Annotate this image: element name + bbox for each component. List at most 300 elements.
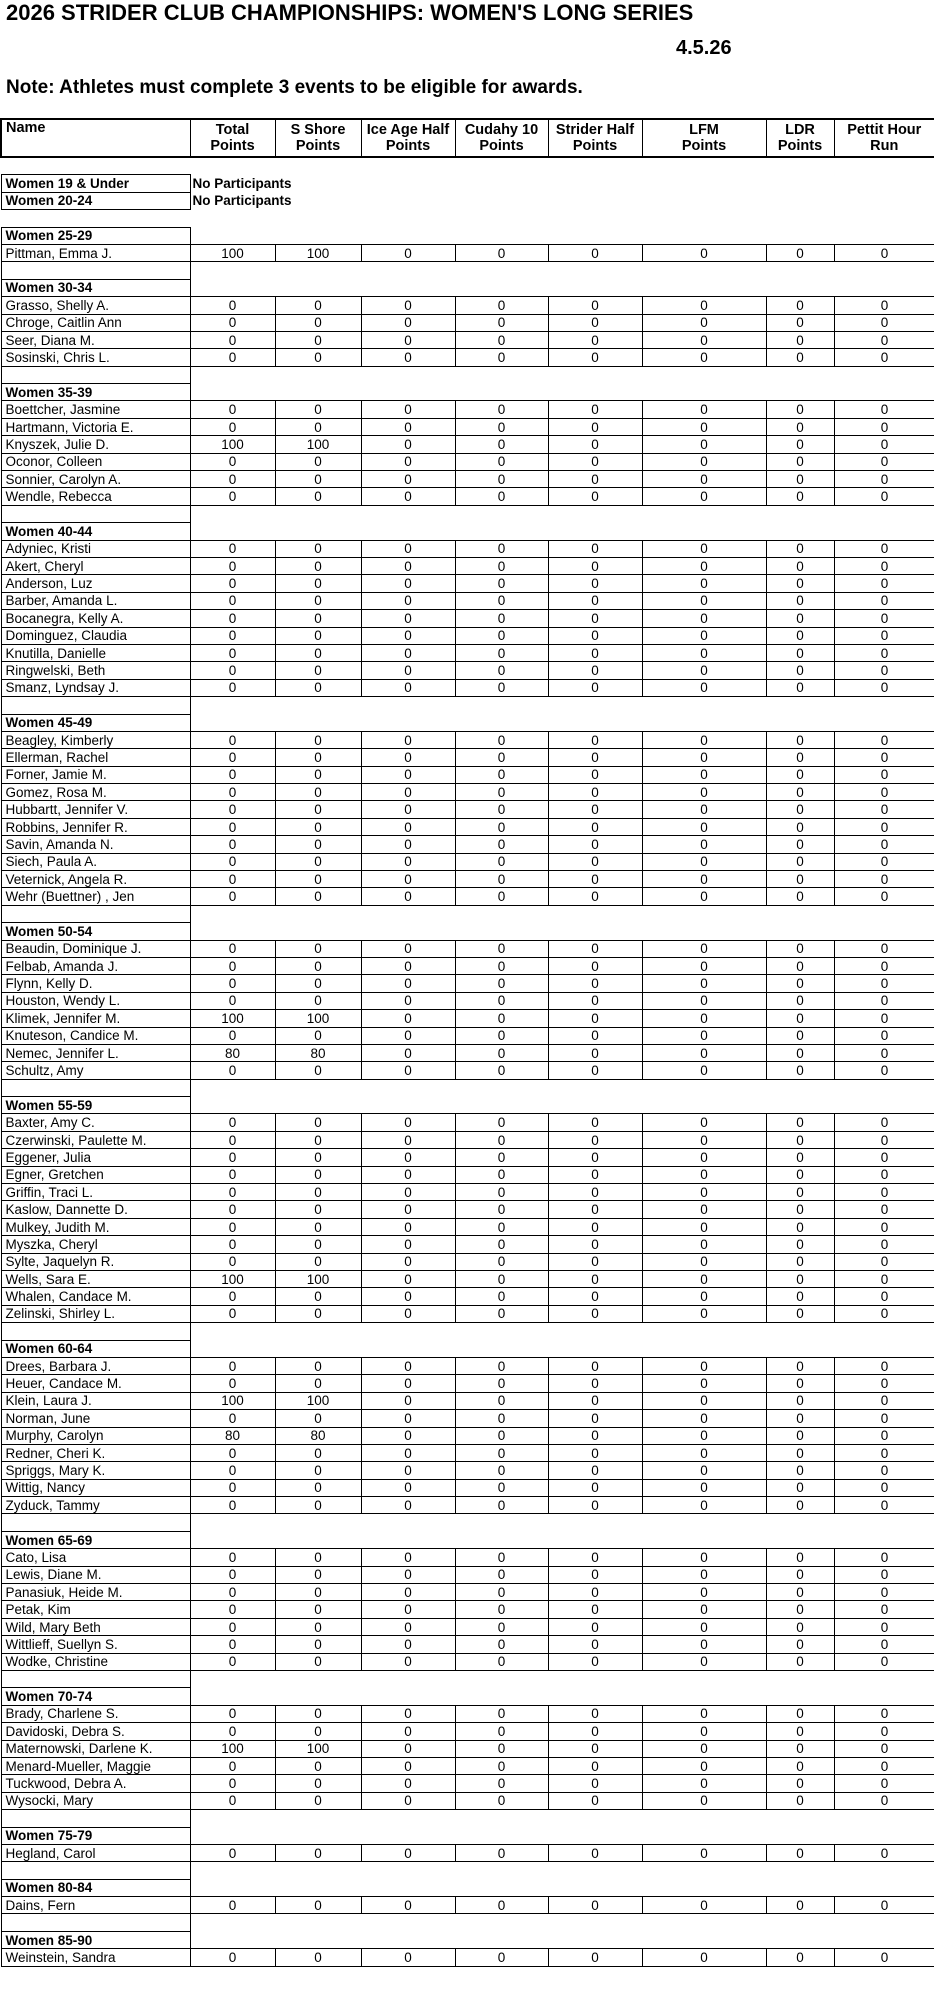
points-cell: 0 bbox=[190, 331, 275, 348]
points-cell: 0 bbox=[455, 1549, 548, 1566]
points-cell: 0 bbox=[766, 1723, 834, 1740]
points-cell: 0 bbox=[766, 297, 834, 314]
athlete-row bbox=[1, 1149, 934, 1166]
points-cell: 0 bbox=[190, 1844, 275, 1861]
points-cell: 0 bbox=[548, 1253, 642, 1270]
age-group-header-row bbox=[1, 227, 934, 244]
points-cell: 0 bbox=[766, 1375, 834, 1392]
points-cell: 0 bbox=[361, 1236, 455, 1253]
points-cell: 0 bbox=[190, 1305, 275, 1322]
points-cell: 0 bbox=[766, 1601, 834, 1618]
points-cell: 0 bbox=[766, 1010, 834, 1027]
age-group-header-row bbox=[1, 384, 934, 401]
points-cell: 0 bbox=[642, 1897, 766, 1914]
athlete-row bbox=[1, 1044, 934, 1061]
points-cell: 0 bbox=[275, 1131, 361, 1148]
points-cell: 0 bbox=[361, 1949, 455, 1966]
points-cell: 0 bbox=[548, 1723, 642, 1740]
points-cell: 0 bbox=[361, 1271, 455, 1288]
points-cell: 0 bbox=[834, 297, 934, 314]
points-cell: 0 bbox=[275, 1566, 361, 1583]
points-cell: 0 bbox=[642, 1444, 766, 1461]
athlete-name: Beagley, Kimberly bbox=[1, 731, 190, 748]
points-cell: 0 bbox=[275, 488, 361, 505]
points-cell: 0 bbox=[455, 871, 548, 888]
points-cell: 0 bbox=[834, 1201, 934, 1218]
points-cell: 0 bbox=[548, 297, 642, 314]
points-cell: 0 bbox=[642, 1410, 766, 1427]
points-cell: 0 bbox=[834, 1740, 934, 1757]
points-cell: 0 bbox=[548, 957, 642, 974]
points-cell: 0 bbox=[275, 1253, 361, 1270]
points-cell: 0 bbox=[190, 1653, 275, 1670]
points-cell: 0 bbox=[275, 1184, 361, 1201]
athlete-name: Forner, Jamie M. bbox=[1, 766, 190, 783]
points-cell: 0 bbox=[834, 331, 934, 348]
points-cell: 0 bbox=[834, 540, 934, 557]
points-cell: 0 bbox=[455, 1740, 548, 1757]
points-cell: 0 bbox=[455, 975, 548, 992]
points-cell: 0 bbox=[642, 853, 766, 870]
spacer-row bbox=[1, 366, 934, 383]
points-cell: 0 bbox=[275, 1218, 361, 1235]
points-cell: 0 bbox=[642, 1236, 766, 1253]
points-cell: 0 bbox=[642, 1149, 766, 1166]
points-cell: 0 bbox=[642, 1375, 766, 1392]
athlete-row bbox=[1, 453, 934, 470]
points-cell: 0 bbox=[834, 1288, 934, 1305]
points-cell: 0 bbox=[190, 1462, 275, 1479]
points-cell: 0 bbox=[455, 644, 548, 661]
points-cell: 0 bbox=[642, 1601, 766, 1618]
athlete-name: Petak, Kim bbox=[1, 1601, 190, 1618]
points-cell: 0 bbox=[190, 1757, 275, 1774]
athlete-row bbox=[1, 644, 934, 661]
points-cell: 0 bbox=[548, 1410, 642, 1427]
athlete-name: Felbab, Amanda J. bbox=[1, 957, 190, 974]
points-cell: 0 bbox=[834, 1601, 934, 1618]
points-cell: 0 bbox=[548, 488, 642, 505]
points-cell: 0 bbox=[275, 575, 361, 592]
athlete-row bbox=[1, 1201, 934, 1218]
points-cell: 0 bbox=[275, 1723, 361, 1740]
points-cell: 0 bbox=[834, 1566, 934, 1583]
points-cell: 0 bbox=[642, 1618, 766, 1635]
points-cell: 0 bbox=[275, 1305, 361, 1322]
athlete-name: Zyduck, Tammy bbox=[1, 1497, 190, 1514]
athlete-row bbox=[1, 1027, 934, 1044]
points-cell: 0 bbox=[834, 853, 934, 870]
spacer-row bbox=[1, 157, 934, 175]
points-cell: 0 bbox=[642, 1201, 766, 1218]
points-cell: 0 bbox=[834, 488, 934, 505]
points-cell: 0 bbox=[190, 1027, 275, 1044]
athlete-name: Lewis, Diane M. bbox=[1, 1566, 190, 1583]
column-header-line2: Points bbox=[385, 138, 431, 154]
points-cell: 0 bbox=[834, 557, 934, 574]
points-cell: 0 bbox=[361, 557, 455, 574]
age-group-label: Women 60-64 bbox=[1, 1340, 190, 1357]
points-cell: 0 bbox=[766, 1549, 834, 1566]
spacer-row bbox=[1, 210, 934, 227]
points-cell: 0 bbox=[190, 836, 275, 853]
points-cell: 0 bbox=[190, 992, 275, 1009]
spacer-row bbox=[1, 1323, 934, 1340]
points-cell: 0 bbox=[190, 627, 275, 644]
points-cell: 0 bbox=[361, 453, 455, 470]
athlete-name: Mulkey, Judith M. bbox=[1, 1218, 190, 1235]
athlete-row bbox=[1, 1062, 934, 1079]
points-cell: 0 bbox=[455, 1897, 548, 1914]
athlete-row bbox=[1, 1897, 934, 1914]
points-cell: 0 bbox=[766, 662, 834, 679]
points-cell: 0 bbox=[548, 749, 642, 766]
athlete-row bbox=[1, 1653, 934, 1670]
athlete-row bbox=[1, 1844, 934, 1861]
spacer-row bbox=[1, 1670, 934, 1687]
points-cell: 0 bbox=[275, 401, 361, 418]
athlete-row bbox=[1, 1010, 934, 1027]
points-cell: 0 bbox=[548, 1653, 642, 1670]
points-cell: 0 bbox=[766, 592, 834, 609]
points-cell: 0 bbox=[642, 1775, 766, 1792]
athlete-name: Egner, Gretchen bbox=[1, 1166, 190, 1183]
athlete-name: Seer, Diana M. bbox=[1, 331, 190, 348]
points-cell: 0 bbox=[548, 818, 642, 835]
points-cell: 0 bbox=[766, 1740, 834, 1757]
age-group-label: Women 30-34 bbox=[1, 279, 190, 296]
athlete-row bbox=[1, 1444, 934, 1461]
points-cell: 0 bbox=[190, 1062, 275, 1079]
points-cell: 0 bbox=[190, 1184, 275, 1201]
no-participants-label: No Participants bbox=[192, 176, 292, 192]
column-header-line1: Ice Age Half bbox=[366, 122, 450, 138]
points-cell: 0 bbox=[834, 731, 934, 748]
column-header-line1: S Shore bbox=[290, 122, 346, 138]
points-cell: 0 bbox=[548, 436, 642, 453]
points-cell: 0 bbox=[642, 801, 766, 818]
points-cell: 0 bbox=[642, 1949, 766, 1966]
points-cell: 0 bbox=[455, 749, 548, 766]
points-cell: 0 bbox=[275, 1114, 361, 1131]
points-cell: 0 bbox=[548, 349, 642, 366]
points-cell: 100 bbox=[275, 436, 361, 453]
points-cell: 0 bbox=[275, 1584, 361, 1601]
points-cell: 0 bbox=[548, 244, 642, 261]
athlete-row bbox=[1, 1949, 934, 1966]
points-cell: 0 bbox=[834, 975, 934, 992]
points-cell: 0 bbox=[834, 801, 934, 818]
points-cell: 0 bbox=[548, 1566, 642, 1583]
points-cell: 0 bbox=[275, 1792, 361, 1809]
points-cell: 0 bbox=[642, 1218, 766, 1235]
points-cell: 0 bbox=[766, 749, 834, 766]
athlete-row bbox=[1, 940, 934, 957]
points-cell: 0 bbox=[548, 784, 642, 801]
points-cell: 0 bbox=[766, 1114, 834, 1131]
empty-age-group-row bbox=[1, 192, 934, 209]
points-cell: 0 bbox=[190, 1636, 275, 1653]
athlete-row bbox=[1, 1549, 934, 1566]
points-cell: 0 bbox=[642, 627, 766, 644]
athlete-name: Wild, Mary Beth bbox=[1, 1618, 190, 1635]
column-header-line1: Total bbox=[215, 122, 250, 138]
points-cell: 0 bbox=[642, 1705, 766, 1722]
points-cell: 0 bbox=[766, 1844, 834, 1861]
athlete-name: Wehr (Buettner) , Jen bbox=[1, 888, 190, 905]
points-cell: 0 bbox=[766, 1618, 834, 1635]
points-cell: 0 bbox=[548, 1271, 642, 1288]
points-cell: 0 bbox=[361, 1844, 455, 1861]
athlete-row bbox=[1, 1271, 934, 1288]
athlete-name: Heuer, Candace M. bbox=[1, 1375, 190, 1392]
points-cell: 0 bbox=[361, 940, 455, 957]
points-cell: 0 bbox=[548, 1757, 642, 1774]
athlete-row bbox=[1, 1375, 934, 1392]
points-cell: 0 bbox=[275, 853, 361, 870]
points-cell: 0 bbox=[834, 1375, 934, 1392]
points-cell: 0 bbox=[361, 836, 455, 853]
age-group-label: Women 35-39 bbox=[1, 384, 190, 401]
points-cell: 0 bbox=[455, 1462, 548, 1479]
points-cell: 0 bbox=[361, 1027, 455, 1044]
age-group-label: Women 55-59 bbox=[1, 1097, 190, 1114]
column-header-line1: LFM bbox=[689, 122, 719, 138]
athlete-name: Grasso, Shelly A. bbox=[1, 297, 190, 314]
athlete-row bbox=[1, 1601, 934, 1618]
points-cell: 0 bbox=[642, 1844, 766, 1861]
points-cell: 0 bbox=[455, 1027, 548, 1044]
points-cell: 0 bbox=[642, 401, 766, 418]
points-cell: 0 bbox=[455, 853, 548, 870]
athlete-row bbox=[1, 557, 934, 574]
points-cell: 0 bbox=[834, 992, 934, 1009]
points-cell: 0 bbox=[642, 557, 766, 574]
points-cell: 0 bbox=[642, 1566, 766, 1583]
points-cell: 0 bbox=[190, 540, 275, 557]
athlete-name: Oconor, Colleen bbox=[1, 453, 190, 470]
points-cell: 0 bbox=[190, 401, 275, 418]
points-cell: 0 bbox=[361, 731, 455, 748]
points-cell: 0 bbox=[642, 1757, 766, 1774]
points-cell: 0 bbox=[361, 1636, 455, 1653]
column-header-line2: Points bbox=[210, 138, 255, 154]
points-cell: 0 bbox=[834, 1497, 934, 1514]
points-cell: 0 bbox=[455, 1427, 548, 1444]
points-cell: 0 bbox=[455, 1392, 548, 1409]
points-cell: 0 bbox=[455, 1479, 548, 1496]
points-cell: 0 bbox=[766, 1705, 834, 1722]
points-cell: 0 bbox=[834, 1114, 934, 1131]
age-group-label: Women 19 & Under bbox=[1, 175, 190, 192]
points-cell: 0 bbox=[548, 836, 642, 853]
points-cell: 0 bbox=[361, 1897, 455, 1914]
points-cell: 0 bbox=[361, 1149, 455, 1166]
points-cell: 0 bbox=[548, 888, 642, 905]
points-cell: 0 bbox=[548, 1775, 642, 1792]
points-cell: 0 bbox=[834, 1653, 934, 1670]
points-cell: 0 bbox=[766, 992, 834, 1009]
points-cell: 0 bbox=[642, 436, 766, 453]
points-cell: 0 bbox=[548, 1305, 642, 1322]
points-cell: 0 bbox=[766, 1149, 834, 1166]
points-cell: 0 bbox=[834, 1131, 934, 1148]
points-cell: 0 bbox=[190, 471, 275, 488]
points-cell: 0 bbox=[190, 1131, 275, 1148]
points-cell: 0 bbox=[548, 557, 642, 574]
points-cell: 0 bbox=[190, 766, 275, 783]
athlete-name: Beaudin, Dominique J. bbox=[1, 940, 190, 957]
points-cell: 0 bbox=[275, 453, 361, 470]
points-cell: 0 bbox=[548, 401, 642, 418]
points-cell: 0 bbox=[190, 644, 275, 661]
points-cell: 0 bbox=[361, 1114, 455, 1131]
points-cell: 0 bbox=[834, 1636, 934, 1653]
points-cell: 0 bbox=[361, 1166, 455, 1183]
points-cell: 0 bbox=[834, 1618, 934, 1635]
athlete-row bbox=[1, 1566, 934, 1583]
points-cell: 0 bbox=[455, 297, 548, 314]
athlete-name: Savin, Amanda N. bbox=[1, 836, 190, 853]
points-cell: 0 bbox=[455, 1166, 548, 1183]
points-cell: 0 bbox=[642, 1114, 766, 1131]
points-cell: 0 bbox=[548, 801, 642, 818]
points-cell: 0 bbox=[455, 575, 548, 592]
points-cell: 0 bbox=[275, 975, 361, 992]
points-cell: 0 bbox=[190, 418, 275, 435]
points-cell: 0 bbox=[361, 471, 455, 488]
athlete-name: Wells, Sara E. bbox=[1, 1271, 190, 1288]
points-cell: 0 bbox=[361, 1410, 455, 1427]
points-cell: 0 bbox=[361, 1305, 455, 1322]
report-date: 4.5.26 bbox=[676, 37, 732, 59]
athlete-row bbox=[1, 1479, 934, 1496]
age-group-label: Women 85-90 bbox=[1, 1931, 190, 1948]
points-cell: 0 bbox=[548, 1184, 642, 1201]
points-cell: 0 bbox=[834, 818, 934, 835]
points-cell: 0 bbox=[455, 1705, 548, 1722]
points-cell: 0 bbox=[361, 801, 455, 818]
points-cell: 0 bbox=[361, 627, 455, 644]
athlete-name: Wendle, Rebecca bbox=[1, 488, 190, 505]
points-cell: 0 bbox=[455, 1757, 548, 1774]
points-cell: 0 bbox=[548, 1549, 642, 1566]
points-cell: 0 bbox=[642, 1357, 766, 1374]
points-cell: 0 bbox=[455, 1044, 548, 1061]
points-cell: 0 bbox=[548, 1584, 642, 1601]
points-cell: 0 bbox=[275, 662, 361, 679]
athlete-row bbox=[1, 471, 934, 488]
points-cell: 0 bbox=[361, 784, 455, 801]
points-cell: 0 bbox=[834, 1444, 934, 1461]
points-cell: 0 bbox=[548, 1636, 642, 1653]
points-cell: 0 bbox=[455, 836, 548, 853]
points-cell: 0 bbox=[361, 297, 455, 314]
athlete-name: Robbins, Jennifer R. bbox=[1, 818, 190, 835]
athlete-name: Kaslow, Dannette D. bbox=[1, 1201, 190, 1218]
points-cell: 0 bbox=[275, 557, 361, 574]
points-cell: 0 bbox=[361, 1775, 455, 1792]
points-cell: 0 bbox=[190, 1149, 275, 1166]
athlete-name: Sylte, Jaquelyn R. bbox=[1, 1253, 190, 1270]
page-title: 2026 STRIDER CLUB CHAMPIONSHIPS: WOMEN'S LONG SERIES bbox=[6, 0, 694, 25]
points-cell: 0 bbox=[361, 1705, 455, 1722]
athlete-name: Wysocki, Mary bbox=[1, 1792, 190, 1809]
points-cell: 0 bbox=[642, 1044, 766, 1061]
points-cell: 0 bbox=[361, 749, 455, 766]
points-cell: 0 bbox=[361, 1584, 455, 1601]
points-cell: 0 bbox=[642, 1497, 766, 1514]
table-body bbox=[1, 157, 934, 1966]
points-cell: 0 bbox=[361, 314, 455, 331]
athlete-name: Baxter, Amy C. bbox=[1, 1114, 190, 1131]
points-cell: 100 bbox=[275, 1392, 361, 1409]
points-cell: 0 bbox=[834, 1462, 934, 1479]
points-cell: 0 bbox=[766, 1949, 834, 1966]
athlete-row bbox=[1, 1410, 934, 1427]
points-cell: 0 bbox=[190, 1410, 275, 1427]
points-cell: 0 bbox=[190, 349, 275, 366]
points-cell: 0 bbox=[275, 1357, 361, 1374]
athlete-name: Weinstein, Sandra bbox=[1, 1949, 190, 1966]
points-cell: 0 bbox=[548, 610, 642, 627]
points-cell: 0 bbox=[548, 1792, 642, 1809]
points-cell: 0 bbox=[455, 1010, 548, 1027]
points-cell: 0 bbox=[642, 1305, 766, 1322]
athlete-name: Cato, Lisa bbox=[1, 1549, 190, 1566]
column-header bbox=[275, 119, 361, 157]
age-group-header-row bbox=[1, 1879, 934, 1896]
spacer-row bbox=[1, 697, 934, 714]
athlete-name: Davidoski, Debra S. bbox=[1, 1723, 190, 1740]
points-cell: 0 bbox=[642, 1027, 766, 1044]
athlete-name: Knyszek, Julie D. bbox=[1, 436, 190, 453]
points-cell: 0 bbox=[834, 1253, 934, 1270]
standings-sheet bbox=[0, 118, 934, 1967]
athlete-row bbox=[1, 1757, 934, 1774]
points-cell: 0 bbox=[642, 1462, 766, 1479]
points-cell: 0 bbox=[548, 471, 642, 488]
points-cell: 0 bbox=[548, 766, 642, 783]
athlete-name: Smanz, Lyndsay J. bbox=[1, 679, 190, 696]
points-cell: 0 bbox=[834, 314, 934, 331]
points-cell: 0 bbox=[361, 592, 455, 609]
points-cell: 0 bbox=[190, 1444, 275, 1461]
athlete-row bbox=[1, 992, 934, 1009]
athlete-name: Barber, Amanda L. bbox=[1, 592, 190, 609]
athlete-name: Boettcher, Jasmine bbox=[1, 401, 190, 418]
points-cell: 0 bbox=[455, 1723, 548, 1740]
athlete-row bbox=[1, 1497, 934, 1514]
points-cell: 0 bbox=[642, 1653, 766, 1670]
points-cell: 0 bbox=[766, 471, 834, 488]
points-cell: 0 bbox=[834, 1949, 934, 1966]
athlete-name: Nemec, Jennifer L. bbox=[1, 1044, 190, 1061]
points-cell: 80 bbox=[275, 1427, 361, 1444]
points-cell: 0 bbox=[834, 888, 934, 905]
points-cell: 0 bbox=[190, 853, 275, 870]
points-cell: 0 bbox=[361, 1601, 455, 1618]
points-cell: 0 bbox=[834, 749, 934, 766]
athlete-name: Drees, Barbara J. bbox=[1, 1357, 190, 1374]
athlete-name: Hartmann, Victoria E. bbox=[1, 418, 190, 435]
athlete-row bbox=[1, 888, 934, 905]
points-cell: 0 bbox=[548, 731, 642, 748]
points-cell: 0 bbox=[548, 975, 642, 992]
points-cell: 0 bbox=[766, 401, 834, 418]
athlete-row bbox=[1, 1462, 934, 1479]
points-cell: 0 bbox=[190, 1566, 275, 1583]
